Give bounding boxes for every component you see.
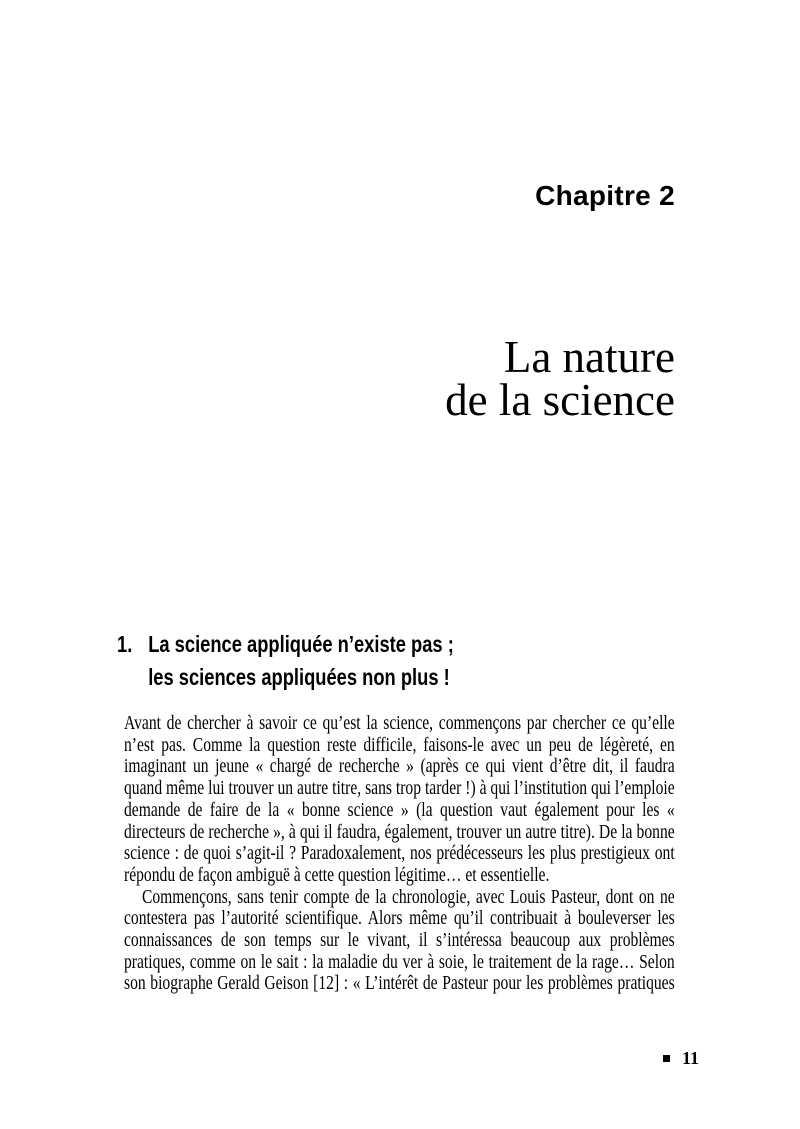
body-text [124, 713, 675, 995]
chapter-title [445, 332, 675, 425]
section-heading [117, 628, 616, 694]
section-number: 1. [117, 631, 133, 657]
page-footer [663, 1049, 699, 1067]
section-heading-line-2: les sciences appliquées non plus ! [148, 664, 450, 690]
section-heading-line-1: La science appliquée n’existe pas ; [148, 631, 454, 657]
paragraph: Commençons, sans tenir compte de la chronologie, avec Louis Pasteur, dont on ne contestera pas l’autorité scientifique. Alors même qu’il contribuait à bouleverser les connaissances de son temps sur le vivant, il s’intéressa beaucoup aux problèmes pratiques, comme on le sait : la maladie du ver à soie, le traitement de la rage… Selon son biographe Gerald Geison [12] : « L’intérêt de Pasteur pour les problèmes pratiques [124, 885, 675, 995]
chapter-title-line-2: de la science [445, 375, 675, 425]
chapter-label: Chapitre 2 [535, 180, 675, 211]
chapter-title-line-1: La nature [503, 332, 675, 382]
paragraph: Avant de chercher à savoir ce qu’est la science, commençons par chercher ce qu’elle n’est pas. Comme la question reste difficile, faisons-le avec un peu de légèreté, en imaginant un jeune « chargé de recherche » (après ce qui vient d’être dit, il faudra quand même lui trouver un autre titre, sans trop tarder !) à qui l’institution qui l’emploie demande de faire de la « bonne science » (la question vaut également pour les « directeurs de recherche », à qui il faudra, également, trouver un autre titre). De la bonne science : de quoi s’agit-il ? Paradoxalement, nos prédécesseurs les plus prestigieux ont répondu de façon ambiguë à cette question légitime… et essentielle. [124, 712, 675, 886]
square-bullet-icon [663, 1055, 670, 1062]
page-number: 11 [681, 1048, 699, 1068]
